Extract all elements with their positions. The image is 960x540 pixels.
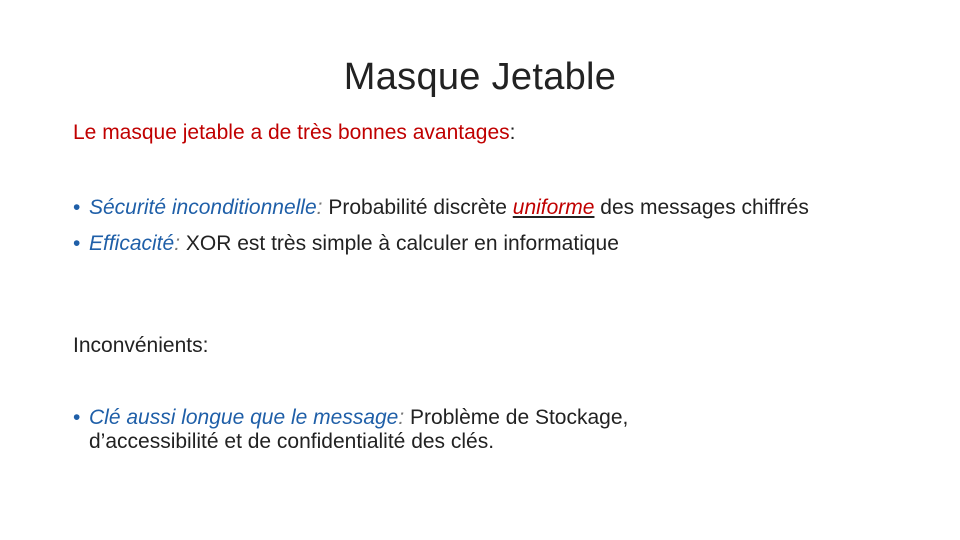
bullet-icon: • — [73, 232, 81, 255]
disadvantages-list — [73, 406, 753, 454]
advantages-heading-text: Le masque jetable a de très bonnes avantages — [73, 121, 510, 144]
advantage-lead: Sécurité inconditionnelle — [89, 196, 317, 219]
advantage-lead: Efficacité — [89, 232, 175, 255]
disadvantage-text: Problème de Stockage, d’accessibilité et de confidentialité des clés. — [89, 406, 629, 453]
disadvantages-heading: Inconvénients: — [73, 334, 209, 357]
slide-title: Masque Jetable — [343, 56, 617, 98]
bullet-icon: • — [73, 196, 81, 219]
advantage-text-after: des messages chiffrés — [594, 196, 809, 219]
advantage-item-efficiency — [73, 232, 903, 256]
advantages-list — [73, 196, 903, 256]
disadvantage-colon: : — [398, 406, 405, 429]
advantages-heading — [73, 121, 516, 145]
disadvantage-item-key-length — [73, 406, 753, 454]
advantages-heading-colon: : — [509, 121, 516, 144]
advantage-colon: : — [316, 196, 323, 219]
advantage-item-security — [73, 196, 903, 220]
advantage-colon: : — [174, 232, 181, 255]
advantage-text-before: Probabilité discrète — [322, 196, 513, 219]
advantage-emphasis: uniforme — [512, 196, 595, 219]
advantage-text: XOR est très simple à calculer en informatique — [180, 232, 619, 255]
bullet-icon: • — [73, 406, 81, 429]
disadvantage-lead: Clé aussi longue que le message — [89, 406, 399, 429]
